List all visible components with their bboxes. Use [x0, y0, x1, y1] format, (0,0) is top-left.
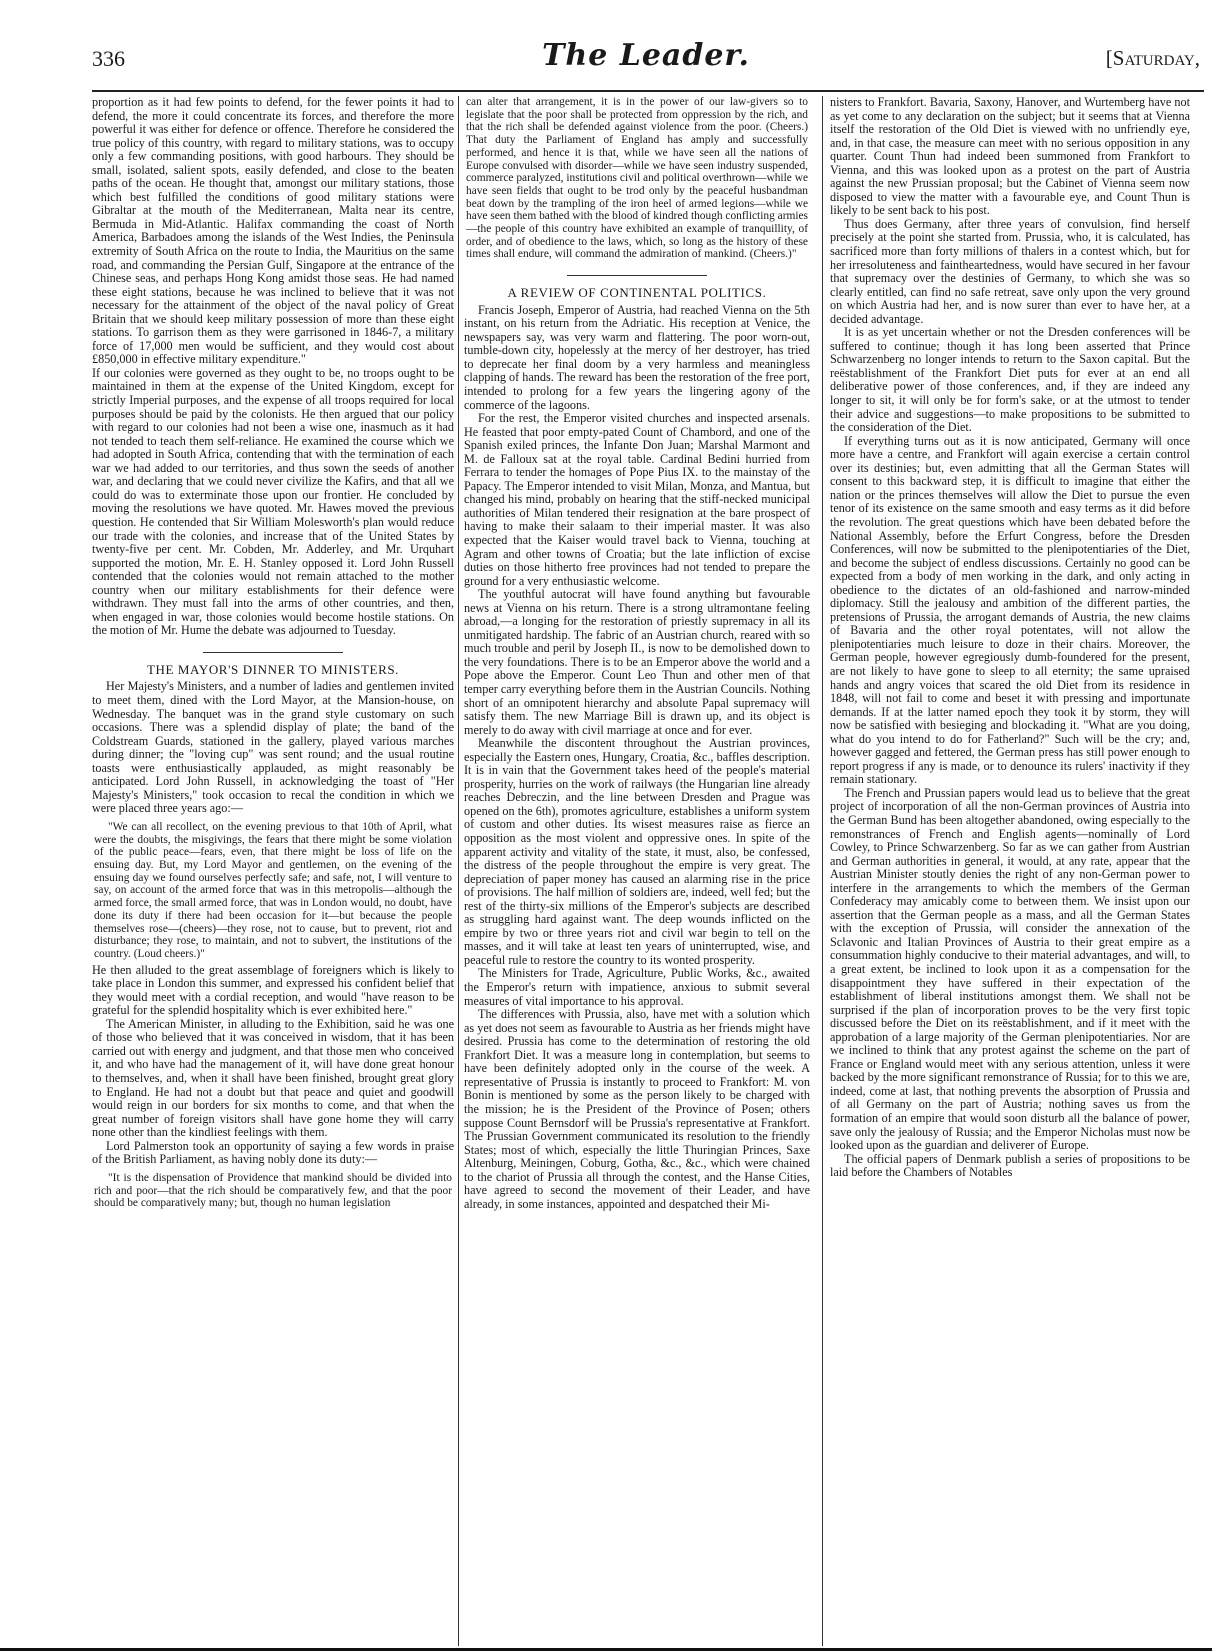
paragraph: proportion as it had few points to defend, for the fewer points it had to defend, the more it could concentrate its forces, and therefore the more powerful it was either for defence or offence. Therefore he considered the true policy of this country, with regard to military stations, was to occupy only a few commanding positions, with good harbours. They should be small, isolated, salient spots, easily defended, and close to the beaten paths of the ocean. He thought that, amongst our military stations, those which best fulfilled the conditions of good military stations were Gibraltar at the mouth of the Mediterranean, Malta near its centre, Bermuda in Mid-Atlantic. Halifax commanding the coast of North America, Barbadoes among the islands of the West Indies, the Peninsula extremity of South Africa on the route to India, the Mauritius on the same road, and commanding the Persian Gulf, Singapore at the entrance of the Chinese seas, and perhaps Hong Kong amidst those seas. He had named these eight stations, because he was inclined to believe that it was not necessary for the attainment of the object of the naval policy of Great Britain that we should keep military possession of more than these eight stations. To garrison them as they were garrisoned in 1846-7, a military force of 17,000 men would be sufficient, and they would cost about £850,000 in effective military expenditure." — [92, 95, 454, 367]
section-divider — [567, 275, 707, 276]
block-quote: "We can all recollect, on the evening previous to that 10th of April, what were the doubts, the misgivings, the fears that there might be some violation of the public peace—fears, even, that there might be loss of life on the ensuing day. But, my Lord Mayor and gentlemen, on the evening of the ensuing day we found ourselves perfectly safe; and safe, not, I will venture to say, on account of the armed force that was in this metropolis—although the armed force, the small armed force, that was in London would, no doubt, have done its duty if there had been occasion for it—but because the people themselves rose—(cheers)—they rose, not to cause, but to prevent, riot and disturbance; they rose, to maintain, and not to subvert, the institutions of the country. (Loud cheers.)" — [94, 820, 452, 960]
block-quote: can alter that arrangement, it is in the power of our law-givers so to legislate that the poor shall be protected from oppression by the rich, and that the rich shall be defended against violence from the poor. (Cheers.) That duty the Parliament of England has amply and successfully performed, and hence it is that, while we have seen all the nations of Europe convulsed with disorder—while we have seen industry suspended, commerce paralyzed, institutions civil and political overthrown—while we have seen fields that ought to be trod only by the peaceful husbandman beat down by the trampling of the iron heel of armed legions—while we have seen them bathed with the blood of kindred though conflicting armies—the people of this country have exhibited an example of tranquillity, of order, and of obedience to the laws, which, so long as the history of these times shall endure, will command the admiration of mankind. (Cheers.)" — [466, 96, 808, 261]
paragraph: For the rest, the Emperor visited churches and inspected arsenals. He feasted that poor empty-pated Count of Chambord, and one of the Spanish exiled princes, the Infante Don Juan; Marshal Marmont and M. de Falloux sat at the royal table. Cardinal Bedini hurried from Ferrara to tender the homages of Pope Pius IX. to the mainstay of the Papacy. The Emperor intended to visit Milan, Monza, and Mantua, but changed his mind, probably on hearing that the stiff-necked municipal authorities of Milan tendered their resignation at the bare prospect of having to make their salaam to their imperial master. It was also expected that the Kaiser would travel back to Vienna, touching at Agram and other towns of Croatia; but the late infliction of excise duties on those hitherto free provinces had not tended to prepare the ground for a very enthusiastic welcome. — [464, 411, 810, 588]
paragraph: Francis Joseph, Emperor of Austria, had reached Vienna on the 5th instant, on his return from the Adriatic. His reception at Venice, the newspapers say, was very warm and flattering. The poor worn-out, tumble-down city, hopelessly at the mercy of her destroyer, has tried to deprecate her final doom by a very harmless and meaningless clapping of hands. The reward has been the restoration of the free port, intended to prolong for a few years the lingering agony of the commerce of the lagoons. — [464, 302, 810, 412]
column-divider — [458, 96, 459, 1646]
paragraph: If everything turns out as it is now anticipated, Germany will once more have a centre, and Frankfort will again exercise a certain control over its destinies; but, even admitting that all the German States will consent to this backward step, it is difficult to imagine that either the nation or the princes themselves will allow the Diet to pursue the even tenor of its existence on the same smooth and easy terms as it did before the revolution. The great questions which have been debated before the National Assembly, before the Erfurt Congress, before the Dresden Conferences, will now be submitted to the plenipotentiaries of the Diet, and become the subject of endless discussions. Certainly no good can be expected from a body of men working in the dark, and only acting in obedience to the dictates of an old-fashioned and narrow-minded diplomacy. Still the jealousy and ambition of the different parties, the pretensions of Prussia, the arrogant demands of Austria, the new claims of Bavaria and the other royal potentates, will not allow the plenipotentiaries much leisure to doze in their chairs. Moreover, the German people, however egregiously dumb-foundered for the present, are not likely to have gone to sleep to all eternity; the same upraised hands and angry voices that scared the old Diet from its residence in 1848, will not fail to come and beset it with pressing and importunate demands. If at the latter named epoch they took it by storm, they will now be satisfied with besieging and blockading it. "What are you doing, what do you intend to do for Fatherland?" Such will be the cry; and, however gagged and fettered, the German press has still power enough to report progress if any is made, or to denounce its rulers' inactivity if they remain stationary. — [830, 433, 1190, 787]
paragraph: Meanwhile the discontent throughout the Austrian provinces, especially the Eastern ones, Hungary, Croatia, &c., baffles description. It is in vain that the Government takes heed of the people's material prosperity, hurries on the work of railways (the Hungarian line already reaches Debreczin, and the line between Dresden and Prague was opened on the 6th), promotes agriculture, establishes a uniform system of custom and other duties. Its wisest measures raise as fierce an opposition as the most violent and oppressive ones. In spite of the apparent activity and vitality of the state, it must, also, be confessed, the distress of the people throughout the empire is very great. The depreciation of paper money has caused an alarming rise in the price of provisions. The half million of soldiers are, indeed, well fed; but the rest of the thirty-six millions of the Emperor's subjects are described as struggling hard against want. The deep wounds inflicted on the empire by two or three years riot and civil war begin to tell on the masses, and it will take at least ten years of uninterrupted, wise, and peaceful rule to restore the country to its wonted prosperity. — [464, 736, 810, 967]
paragraph: The American Minister, in alluding to the Exhibition, said he was one of those who believed that it was conceived in wisdom, that it has been carried out with energy and judgment, and that those men who conceived it, and who have had the management of it, will have done great honour to themselves, and, when it shall have been finished, brought great glory to England. He had not a doubt but that peace and quiet and goodwill would reign in our borders for six months to come, and that when the great number of foreign visitors shall have gone home they will carry none other than the kindliest feelings with them. — [92, 1016, 454, 1140]
column-divider — [822, 96, 823, 1646]
paragraph: The youthful autocrat will have found anything but favourable news at Vienna on his return. There is a strong ultramontane feeling abroad,—a longing for the restoration of priestly supremacy in all its unmitigated hardship. The fabric of an Austrian church, reared with so much trouble and peril by Joseph II., is now to be demolished down to the very foundations. There is to be an Emperor above the world and a Pope above the Emperor. Count Leo Thun and other men of that temper carry everything before them in the Austrian Councils. Nothing short of an omnipotent hierarchy and absolute Papal supremacy will satisfy them. The new Marriage Bill is drawn up, and its object is merely to do away with civil marriage at once and for ever. — [464, 587, 810, 737]
paragraph: Thus does Germany, after three years of convulsion, find herself precisely at the point she started from. Prussia, who, it is calculated, has sacrificed more than forty millions of thalers in a contest which, but for her irresoluteness and faintheartedness, would have secured in her favour that supremacy over the destinies of Germany, to which she was so clearly entitled, can find no safe retreat, save only upon the very ground on which Austria had her, and is now surer than ever to have her, at a decided advantage. — [830, 216, 1190, 326]
issue-day-label: [Saturday, — [1105, 46, 1200, 70]
block-quote: "It is the dispensation of Providence that mankind should be divided into rich and poor—that the rich should be comparatively few, and that the poor should be comparatively many; but, though no human legislation — [94, 1171, 452, 1210]
left-column — [92, 96, 454, 1213]
paragraph: The differences with Prussia, also, have met with a solution which as yet does not seem as favourable to Austria as her friends might have desired. Prussia has come to the determination of restoring the old Frankfort Diet. It was a measure long in contemplation, but seems to have been definitely adopted only in the course of the week. A representative of Prussia is instantly to proceed to Frankfort: M. von Bonin is mentioned by some as the person likely to be charged with the mission; he is the President of the Province of Posen; others suppose Count Bernsdorf will be Prussia's representative at Frankfort. The Prussian Government communicated its resolution to the friendly States; most of which, especially the little Thuringian Princes, Saxe Altenburg, Meiningen, Coburg, Gotha, &c., &c., which were chained to the chariot of Prussia all through the contest, and the Hanse Cities, have agreed to second the movement of their Leader, and have already, in some instances, appointed and despatched their Mi- — [464, 1007, 810, 1211]
paragraph: Her Majesty's Ministers, and a number of ladies and gentlemen invited to meet them, dined with the Lord Mayor, at the Mansion-house, on Wednesday. The banquet was in the grand style customary on such occasions. There was a splendid display of plate; the band of the Coldstream Guards, stationed in the gallery, played various marches during dinner; the "loving cup" was sent round; and the usual routine toasts were enthusiastically applauded, as might reasonably be anticipated. Lord John Russell, in acknowledging the toast of "Her Majesty's Ministers," took occasion to recal the condition in which we were placed three years ago:— — [92, 679, 454, 816]
paragraph: Lord Palmerston took an opportunity of saying a few words in praise of the British Parliament, as having nobly done its duty:— — [92, 1138, 454, 1167]
article-heading-continental-politics: A REVIEW OF CONTINENTAL POLITICS. — [507, 285, 767, 301]
header-rule — [92, 90, 1204, 92]
right-column — [830, 96, 1190, 1180]
page-header — [92, 34, 1200, 78]
middle-column — [464, 96, 810, 1211]
paragraph: The Ministers for Trade, Agriculture, Public Works, &c., awaited the Emperor's return with impatience, anxious to submit several measures of vital importance to his approval. — [464, 966, 810, 1008]
masthead-title: The Leader. — [542, 38, 750, 73]
page-number: 336 — [92, 46, 125, 71]
paragraph: The official papers of Denmark publish a series of propositions to be laid before the Chambers of Notables — [830, 1151, 1190, 1180]
article-heading-mayors-dinner: THE MAYOR'S DINNER TO MINISTERS. — [146, 661, 400, 677]
paragraph: It is as yet uncertain whether or not the Dresden conferences will be suffered to continue; though it has long been asserted that Prince Schwarzenberg no longer intends to return to the Saxon capital. But the reëstablishment of the Frankfort Diet puts for ever at an end all deliberative power of those conferences, and, if they are indeed any longer to sit, it will only be for form's sake, or at the utmost to tender their advice and suggestions—to make propositions to be submitted to the consideration of the Diet. — [830, 325, 1190, 435]
paragraph: He then alluded to the great assemblage of foreigners which is likely to take place in London this summer, and expressed his confident belief that they would meet with a cordial reception, and would "have reason to be grateful for the splendid hospitality which is ever exhibited here." — [92, 962, 454, 1018]
paragraph: The French and Prussian papers would lead us to believe that the great project of incorporation of all the non-German provinces of Austria into the German Bund has been altogether abandoned, owing especially to the remonstrances of French and English agents—nominally of Lord Cowley, to Prince Schwarzenberg. So far as we can gather from Austrian and German authorities in general, it would, at any rate, appear that the Austrian Minister stoutly denies the right of any non-German power to interfere in the arrangements to which the members of the German Confederacy may amicably come to between them. We insist upon our assertion that the German people as a mass, and all the German States with the exception of Prussia, will consider the annexation of the Sclavonic and Italian Provinces of Austria to their great empire as a consummation highly conducive to their material advantages, and will, to a great extent, be inclined to look upon it as a compensation for the disappointment they have suffered in their expectation of the establishment of liberal institutions amongst them. We shall not be surprised if the plan of incorporation proves to be the very first topic discussed before the Diet on its reëstablishment, and if it meet with the approbation of a large majority of the German plenipotentiaries. Nor are we inclined to think that any protest against the scheme on the part of France or England would meet with any serious attention, unless it were backed by the more significant remonstrance of Russia; for to this we are, indeed, come at last, that nothing prevents the absorption of Prussia and of all Germany on the part of Austria; nothing saves us from the formation of an empire that would soon disturb all the balance of power, save only the jealousy of Russia; and the Emperor Nicholas must now be looked upon as the guardian and deliverer of Europe. — [830, 785, 1190, 1153]
paragraph: nisters to Frankfort. Bavaria, Saxony, Hanover, and Wurtemberg have not as yet come to any declaration on the subject; but it seems that at Vienna itself the restoration of the Old Diet is viewed with no unfriendly eye, and, in that case, the measure can meet with no serious opposition in any quarter. Count Thun had indeed been summoned from Frankfort to Vienna, and this was looked upon as a protest on the part of Austria against the new Prussian proposal; but the Cabinet of Vienna seem now disposed to view the matter with a favourable eye, and Count Thun is likely to be sent back to his post. — [830, 95, 1190, 218]
paragraph: If our colonies were governed as they ought to be, no troops ought to be maintained in them at the expense of the United Kingdom, except for strictly Imperial purposes, and the expense of all troops required for local purposes should be paid by the colonists. He then argued that our policy with regard to our colonies had not been a wise one, inasmuch as it had not tended to teach them self-reliance. He examined the course which we had adopted in South Africa, contending that with the termination of each war we had added to our territories, and thus sown the seeds of another war, and declaring that we could never civilize the Kafirs, and that all we could do was to exterminate those upon our frontier. He concluded by moving the resolutions we have quoted. Mr. Hawes moved the previous question. He contended that Sir William Molesworth's plan would reduce our trade with the colonies, and increase that of the United States by twenty-five per cent. Mr. Cobden, Mr. Adderley, and Mr. Urquhart supported the motion, Mr. E. H. Stanley opposed it. Lord John Russell contended that the colonies would not remain attached to the mother country when our military establishments for their defence were withdrawn. They must fall into the arms of other countries, and then, when engaged in war, those colonies would become hostile stations. On the motion of Mr. Hume the debate was adjourned to Tuesday. — [92, 365, 454, 638]
section-divider — [203, 652, 343, 653]
